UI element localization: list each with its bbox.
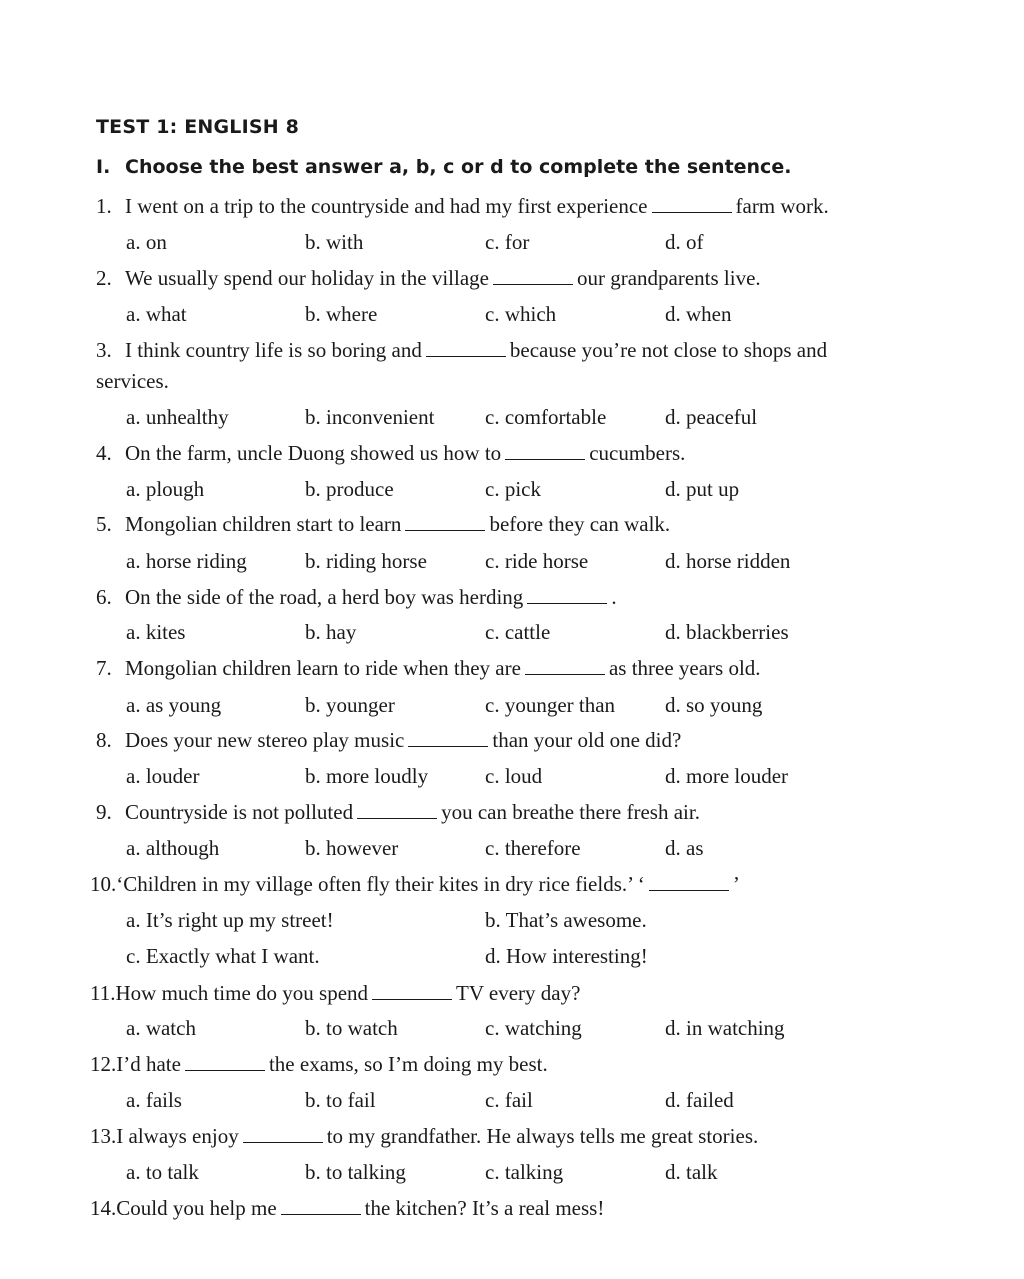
answer-blank [405, 516, 485, 531]
question-text: than your old one did? [492, 728, 682, 752]
question-text: ‘Children in my village often fly their kites in dry rice fields.’ ‘ [116, 872, 645, 896]
answer-blank [243, 1128, 323, 1143]
option-b: b. more loudly [305, 764, 429, 788]
option-a: a. plough [126, 477, 205, 501]
question-number: 3. [96, 338, 112, 362]
question-text: I always enjoy [116, 1124, 239, 1148]
option-b: b. to fail [305, 1088, 376, 1112]
question-13 [90, 1123, 758, 1149]
answer-blank [493, 270, 573, 285]
option-b: b. where [305, 302, 378, 326]
question-text: We usually spend our holiday in the village [125, 266, 489, 290]
option-d: d. peaceful [665, 405, 758, 429]
question-text: Could you help me [116, 1196, 277, 1220]
question-3 [96, 337, 827, 363]
option-d: d. so young [665, 693, 763, 717]
question-text: TV every day? [456, 981, 581, 1005]
question-text: because you’re not close to shops and [509, 338, 828, 362]
option-c: c. fail [485, 1088, 533, 1112]
question-number: 5. [96, 512, 112, 536]
question-number: 10. [90, 872, 117, 896]
question-6 [96, 584, 617, 610]
answer-blank [185, 1056, 265, 1071]
section-heading [96, 156, 791, 178]
option-b: b. with [305, 230, 364, 254]
option-a: a. as young [126, 693, 222, 717]
option-d: d. as [665, 836, 704, 860]
question-text: our grandparents live. [576, 266, 761, 290]
option-d: d. when [665, 302, 732, 326]
question-number: 4. [96, 441, 112, 465]
answer-blank [357, 804, 437, 819]
option-a: a. on [126, 230, 167, 254]
question-1 [96, 193, 829, 219]
question-text: How much time do you spend [115, 981, 369, 1005]
option-c: c. cattle [485, 620, 551, 644]
question-number: 7. [96, 656, 112, 680]
option-c: c. watching [485, 1016, 582, 1040]
question-number: 11. [90, 981, 116, 1005]
option-b: b. to watch [305, 1016, 398, 1040]
option-a: a. watch [126, 1016, 196, 1040]
question-text: as three years old. [608, 656, 761, 680]
option-d: d. put up [665, 477, 740, 501]
question-text: On the side of the road, a herd boy was herding [125, 585, 524, 609]
question-11 [90, 980, 580, 1006]
option-c: c. talking [485, 1160, 564, 1184]
question-8 [96, 727, 681, 753]
question-14 [90, 1195, 604, 1221]
option-b: b. hay [305, 620, 357, 644]
question-text: the kitchen? It’s a real mess! [364, 1196, 605, 1220]
option-b: b. to talking [305, 1160, 406, 1184]
question-number: 14. [90, 1196, 117, 1220]
option-d: d. blackberries [665, 620, 789, 644]
option-a: a. what [126, 302, 187, 326]
question-12 [90, 1051, 548, 1077]
question-text: cucumbers. [589, 441, 686, 465]
answer-blank [408, 732, 488, 747]
option-c: c. loud [485, 764, 543, 788]
option-c: c. for [485, 230, 530, 254]
question-text: I’d hate [116, 1052, 181, 1076]
option-c: c. younger than [485, 693, 616, 717]
question-number: 1. [96, 194, 112, 218]
question-9 [96, 799, 700, 825]
option-b: b. That’s awesome. [485, 908, 647, 932]
answer-blank [652, 198, 732, 213]
question-text: Mongolian children learn to ride when they are [125, 656, 521, 680]
question-number: 13. [90, 1124, 117, 1148]
question-5 [96, 511, 670, 537]
answer-blank [372, 985, 452, 1000]
option-d: d. horse ridden [665, 549, 791, 573]
option-a: a. horse riding [126, 549, 247, 573]
answer-blank [649, 876, 729, 891]
option-a: a. to talk [126, 1160, 199, 1184]
answer-blank [281, 1200, 361, 1215]
option-d: d. How interesting! [485, 944, 648, 968]
option-a: a. kites [126, 620, 186, 644]
answer-blank [527, 589, 607, 604]
answer-blank [525, 660, 605, 675]
question-number: 6. [96, 585, 112, 609]
question-number: 2. [96, 266, 112, 290]
option-c: c. pick [485, 477, 541, 501]
question-text: Does your new stereo play music [125, 728, 405, 752]
section-instruction: Choose the best answer a, b, c or d to complete the sentence. [125, 156, 792, 178]
question-7 [96, 655, 761, 681]
section-number: I. [96, 156, 111, 178]
question-text: farm work. [735, 194, 829, 218]
option-a: a. It’s right up my street! [126, 908, 334, 932]
option-a: a. although [126, 836, 220, 860]
question-text: Countryside is not polluted [125, 800, 354, 824]
option-d: d. of [665, 230, 704, 254]
question-text: ’ [732, 872, 740, 896]
option-c: c. ride horse [485, 549, 589, 573]
option-d: d. talk [665, 1160, 718, 1184]
option-a: a. fails [126, 1088, 182, 1112]
question-2 [96, 265, 761, 291]
option-d: d. failed [665, 1088, 734, 1112]
option-d: d. in watching [665, 1016, 785, 1040]
option-c: c. Exactly what I want. [126, 944, 320, 968]
option-a: a. louder [126, 764, 200, 788]
question-text: I went on a trip to the countryside and had my first experience [125, 194, 648, 218]
option-c: c. therefore [485, 836, 581, 860]
question-number: 8. [96, 728, 112, 752]
question-text: to my grandfather. He always tells me great stories. [326, 1124, 759, 1148]
option-d: d. more louder [665, 764, 789, 788]
question-text: Mongolian children start to learn [125, 512, 402, 536]
question-text: before they can walk. [489, 512, 671, 536]
option-c: c. which [485, 302, 557, 326]
question-text: On the farm, uncle Duong showed us how to [125, 441, 502, 465]
option-a: a. unhealthy [126, 405, 229, 429]
option-b: b. inconvenient [305, 405, 435, 429]
test-title: TEST 1: ENGLISH 8 [96, 116, 300, 138]
question-text: . [611, 585, 617, 609]
question-number: 12. [90, 1052, 117, 1076]
answer-blank [426, 342, 506, 357]
question-number: 9. [96, 800, 112, 824]
question-text: I think country life is so boring and [125, 338, 422, 362]
answer-blank [505, 445, 585, 460]
option-c: c. comfortable [485, 405, 607, 429]
question-4 [96, 440, 685, 466]
option-b: b. riding horse [305, 549, 427, 573]
question-text: you can breathe there fresh air. [441, 800, 700, 824]
question-text: the exams, so I’m doing my best. [268, 1052, 548, 1076]
option-b: b. produce [305, 477, 394, 501]
option-b: b. however [305, 836, 399, 860]
question-3-continuation: services. [96, 369, 169, 393]
option-b: b. younger [305, 693, 395, 717]
question-10 [90, 871, 740, 897]
